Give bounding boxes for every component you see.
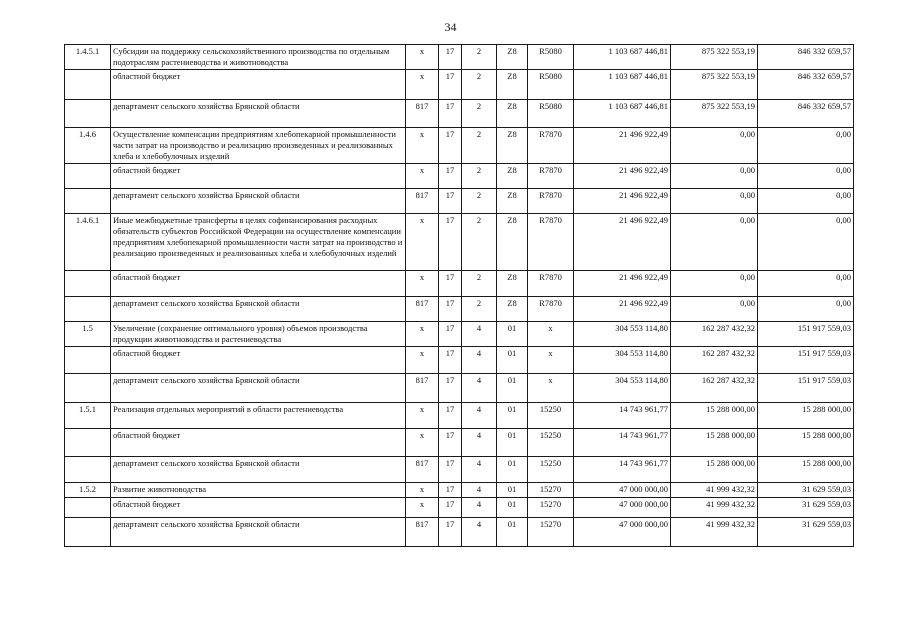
direction-code-cell: 15250: [528, 403, 574, 429]
amount-year3-cell: 15 288 000,00: [758, 403, 854, 429]
grbs-code-cell: x: [406, 322, 439, 347]
subprogram-code-cell: 2: [462, 45, 497, 70]
direction-code-cell: R7870: [528, 297, 574, 322]
table-row: [65, 347, 854, 374]
amount-year1-cell: 21 496 922,49: [574, 164, 671, 189]
amount-year2-cell: 0,00: [671, 214, 758, 271]
main-event-code-cell: Z8: [497, 128, 528, 164]
program-code-cell: 17: [439, 189, 462, 214]
amount-year3-cell: 0,00: [758, 297, 854, 322]
row-number-cell: [65, 457, 111, 483]
main-event-code-cell: 01: [497, 347, 528, 374]
row-name-cell: областной бюджет: [111, 347, 406, 374]
amount-year1-cell: 47 000 000,00: [574, 518, 671, 547]
budget-table: [64, 44, 854, 547]
main-event-code-cell: Z8: [497, 164, 528, 189]
grbs-code-cell: x: [406, 403, 439, 429]
amount-year1-cell: 21 496 922,49: [574, 271, 671, 297]
program-code-cell: 17: [439, 347, 462, 374]
amount-year2-cell: 162 287 432,32: [671, 347, 758, 374]
table-row: [65, 100, 854, 128]
grbs-code-cell: 817: [406, 189, 439, 214]
program-code-cell: 17: [439, 297, 462, 322]
main-event-code-cell: Z8: [497, 45, 528, 70]
program-code-cell: 17: [439, 429, 462, 457]
amount-year1-cell: 304 553 114,80: [574, 374, 671, 403]
row-number-cell: [65, 374, 111, 403]
row-name-cell: областной бюджет: [111, 164, 406, 189]
main-event-code-cell: Z8: [497, 189, 528, 214]
main-event-code-cell: Z8: [497, 214, 528, 271]
subprogram-code-cell: 4: [462, 429, 497, 457]
direction-code-cell: 15250: [528, 429, 574, 457]
table-row: [65, 189, 854, 214]
amount-year1-cell: 304 553 114,80: [574, 322, 671, 347]
row-number-cell: 1.4.6: [65, 128, 111, 164]
main-event-code-cell: 01: [497, 374, 528, 403]
amount-year2-cell: 875 322 553,19: [671, 100, 758, 128]
row-number-cell: 1.4.6.1: [65, 214, 111, 271]
main-event-code-cell: Z8: [497, 100, 528, 128]
row-name-cell: департамент сельского хозяйства Брянской области: [111, 457, 406, 483]
direction-code-cell: R5080: [528, 100, 574, 128]
amount-year1-cell: 1 103 687 446,81: [574, 100, 671, 128]
row-name-cell: Субсидии на поддержку сельскохозяйственного производства по отдельным подотраслям растениеводства и животноводства: [111, 45, 406, 70]
direction-code-cell: 15270: [528, 498, 574, 518]
subprogram-code-cell: 2: [462, 70, 497, 100]
table-row: [65, 403, 854, 429]
grbs-code-cell: x: [406, 45, 439, 70]
main-event-code-cell: 01: [497, 429, 528, 457]
amount-year1-cell: 304 553 114,80: [574, 347, 671, 374]
grbs-code-cell: x: [406, 70, 439, 100]
amount-year2-cell: 0,00: [671, 128, 758, 164]
row-name-cell: департамент сельского хозяйства Брянской области: [111, 100, 406, 128]
direction-code-cell: R7870: [528, 214, 574, 271]
program-code-cell: 17: [439, 374, 462, 403]
amount-year3-cell: 31 629 559,03: [758, 483, 854, 498]
direction-code-cell: R5080: [528, 70, 574, 100]
program-code-cell: 17: [439, 518, 462, 547]
subprogram-code-cell: 4: [462, 518, 497, 547]
amount-year2-cell: 0,00: [671, 189, 758, 214]
direction-code-cell: 15270: [528, 518, 574, 547]
table-row: [65, 297, 854, 322]
direction-code-cell: R7870: [528, 128, 574, 164]
row-number-cell: [65, 498, 111, 518]
amount-year3-cell: 846 332 659,57: [758, 45, 854, 70]
program-code-cell: 17: [439, 403, 462, 429]
amount-year1-cell: 1 103 687 446,81: [574, 70, 671, 100]
amount-year3-cell: 0,00: [758, 128, 854, 164]
row-number-cell: 1.5.2: [65, 483, 111, 498]
amount-year3-cell: 846 332 659,57: [758, 70, 854, 100]
subprogram-code-cell: 2: [462, 214, 497, 271]
row-name-cell: департамент сельского хозяйства Брянской области: [111, 518, 406, 547]
amount-year2-cell: 15 288 000,00: [671, 429, 758, 457]
grbs-code-cell: 817: [406, 374, 439, 403]
row-number-cell: [65, 347, 111, 374]
row-number-cell: [65, 518, 111, 547]
grbs-code-cell: x: [406, 498, 439, 518]
amount-year1-cell: 14 743 961,77: [574, 429, 671, 457]
grbs-code-cell: 817: [406, 100, 439, 128]
amount-year2-cell: 15 288 000,00: [671, 403, 758, 429]
program-code-cell: 17: [439, 100, 462, 128]
main-event-code-cell: 01: [497, 403, 528, 429]
amount-year2-cell: 41 999 432,32: [671, 518, 758, 547]
program-code-cell: 17: [439, 457, 462, 483]
amount-year1-cell: 21 496 922,49: [574, 297, 671, 322]
subprogram-code-cell: 2: [462, 271, 497, 297]
table-row: [65, 429, 854, 457]
amount-year3-cell: 0,00: [758, 164, 854, 189]
amount-year2-cell: 875 322 553,19: [671, 45, 758, 70]
amount-year2-cell: 0,00: [671, 297, 758, 322]
amount-year2-cell: 15 288 000,00: [671, 457, 758, 483]
row-name-cell: областной бюджет: [111, 271, 406, 297]
amount-year1-cell: 21 496 922,49: [574, 128, 671, 164]
subprogram-code-cell: 2: [462, 100, 497, 128]
subprogram-code-cell: 4: [462, 322, 497, 347]
amount-year2-cell: 41 999 432,32: [671, 498, 758, 518]
amount-year3-cell: 0,00: [758, 189, 854, 214]
subprogram-code-cell: 4: [462, 483, 497, 498]
table-row: [65, 128, 854, 164]
subprogram-code-cell: 2: [462, 189, 497, 214]
row-number-cell: 1.5.1: [65, 403, 111, 429]
row-number-cell: 1.4.5.1: [65, 45, 111, 70]
program-code-cell: 17: [439, 45, 462, 70]
grbs-code-cell: x: [406, 483, 439, 498]
table-row: [65, 374, 854, 403]
program-code-cell: 17: [439, 498, 462, 518]
amount-year3-cell: 0,00: [758, 214, 854, 271]
table-row: [65, 164, 854, 189]
row-number-cell: [65, 70, 111, 100]
row-number-cell: [65, 297, 111, 322]
subprogram-code-cell: 4: [462, 403, 497, 429]
main-event-code-cell: Z8: [497, 297, 528, 322]
grbs-code-cell: x: [406, 214, 439, 271]
grbs-code-cell: 817: [406, 297, 439, 322]
amount-year1-cell: 47 000 000,00: [574, 498, 671, 518]
table-row: [65, 45, 854, 70]
amount-year2-cell: 0,00: [671, 164, 758, 189]
subprogram-code-cell: 2: [462, 164, 497, 189]
program-code-cell: 17: [439, 164, 462, 189]
amount-year3-cell: 15 288 000,00: [758, 429, 854, 457]
row-name-cell: Увеличение (сохранение оптимального уровня) объемов производства продукции животноводства и растениеводства: [111, 322, 406, 347]
grbs-code-cell: x: [406, 429, 439, 457]
amount-year3-cell: 31 629 559,03: [758, 518, 854, 547]
direction-code-cell: 15270: [528, 483, 574, 498]
row-name-cell: областной бюджет: [111, 70, 406, 100]
table-row: [65, 457, 854, 483]
direction-code-cell: R7870: [528, 189, 574, 214]
subprogram-code-cell: 2: [462, 128, 497, 164]
amount-year1-cell: 1 103 687 446,81: [574, 45, 671, 70]
table-row: [65, 518, 854, 547]
amount-year3-cell: 15 288 000,00: [758, 457, 854, 483]
grbs-code-cell: 817: [406, 518, 439, 547]
subprogram-code-cell: 4: [462, 347, 497, 374]
program-code-cell: 17: [439, 483, 462, 498]
row-name-cell: Осуществление компенсации предприятиям хлебопекарной промышленности части затрат на производство и реализацию произведенных и реализованных хлеба и хлебобулочных изделий: [111, 128, 406, 164]
amount-year2-cell: 0,00: [671, 271, 758, 297]
amount-year1-cell: 47 000 000,00: [574, 483, 671, 498]
row-name-cell: департамент сельского хозяйства Брянской области: [111, 189, 406, 214]
row-name-cell: департамент сельского хозяйства Брянской области: [111, 297, 406, 322]
amount-year3-cell: 151 917 559,03: [758, 374, 854, 403]
amount-year3-cell: 31 629 559,03: [758, 498, 854, 518]
direction-code-cell: R7870: [528, 164, 574, 189]
main-event-code-cell: Z8: [497, 271, 528, 297]
amount-year1-cell: 14 743 961,77: [574, 457, 671, 483]
row-number-cell: [65, 100, 111, 128]
main-event-code-cell: Z8: [497, 70, 528, 100]
amount-year2-cell: 875 322 553,19: [671, 70, 758, 100]
subprogram-code-cell: 4: [462, 457, 497, 483]
table-row: [65, 70, 854, 100]
main-event-code-cell: 01: [497, 498, 528, 518]
main-event-code-cell: 01: [497, 483, 528, 498]
row-number-cell: [65, 164, 111, 189]
amount-year1-cell: 21 496 922,49: [574, 214, 671, 271]
row-name-cell: областной бюджет: [111, 498, 406, 518]
amount-year2-cell: 162 287 432,32: [671, 322, 758, 347]
direction-code-cell: x: [528, 322, 574, 347]
row-name-cell: Развитие животноводства: [111, 483, 406, 498]
amount-year1-cell: 14 743 961,77: [574, 403, 671, 429]
direction-code-cell: x: [528, 374, 574, 403]
grbs-code-cell: 817: [406, 457, 439, 483]
grbs-code-cell: x: [406, 271, 439, 297]
amount-year3-cell: 0,00: [758, 271, 854, 297]
table-row: [65, 214, 854, 271]
row-name-cell: областной бюджет: [111, 429, 406, 457]
table-body: [65, 45, 854, 547]
subprogram-code-cell: 4: [462, 498, 497, 518]
table-row: [65, 271, 854, 297]
grbs-code-cell: x: [406, 164, 439, 189]
amount-year2-cell: 41 999 432,32: [671, 483, 758, 498]
direction-code-cell: 15250: [528, 457, 574, 483]
row-number-cell: [65, 271, 111, 297]
row-number-cell: [65, 429, 111, 457]
grbs-code-cell: x: [406, 347, 439, 374]
row-number-cell: 1.5: [65, 322, 111, 347]
subprogram-code-cell: 4: [462, 374, 497, 403]
direction-code-cell: R5080: [528, 45, 574, 70]
amount-year3-cell: 151 917 559,03: [758, 347, 854, 374]
row-name-cell: Реализация отдельных мероприятий в области растениеводства: [111, 403, 406, 429]
row-number-cell: [65, 189, 111, 214]
main-event-code-cell: 01: [497, 322, 528, 347]
amount-year3-cell: 846 332 659,57: [758, 100, 854, 128]
amount-year1-cell: 21 496 922,49: [574, 189, 671, 214]
program-code-cell: 17: [439, 271, 462, 297]
direction-code-cell: R7870: [528, 271, 574, 297]
amount-year3-cell: 151 917 559,03: [758, 322, 854, 347]
main-event-code-cell: 01: [497, 518, 528, 547]
program-code-cell: 17: [439, 70, 462, 100]
table-row: [65, 498, 854, 518]
page-number: 34: [444, 20, 457, 34]
grbs-code-cell: x: [406, 128, 439, 164]
table-row: [65, 322, 854, 347]
main-event-code-cell: 01: [497, 457, 528, 483]
program-code-cell: 17: [439, 214, 462, 271]
program-code-cell: 17: [439, 322, 462, 347]
row-name-cell: Иные межбюджетные трансферты в целях софинансирования расходных обязательств субъектов Российской Федерации на осуществление компенсации предприятиям хлебопекарной промышленности части затрат на производство и реализацию произведенных и реализованных хлеба и хлебобулочных изделий: [111, 214, 406, 271]
program-code-cell: 17: [439, 128, 462, 164]
table-row: [65, 483, 854, 498]
direction-code-cell: x: [528, 347, 574, 374]
subprogram-code-cell: 2: [462, 297, 497, 322]
amount-year2-cell: 162 287 432,32: [671, 374, 758, 403]
row-name-cell: департамент сельского хозяйства Брянской области: [111, 374, 406, 403]
